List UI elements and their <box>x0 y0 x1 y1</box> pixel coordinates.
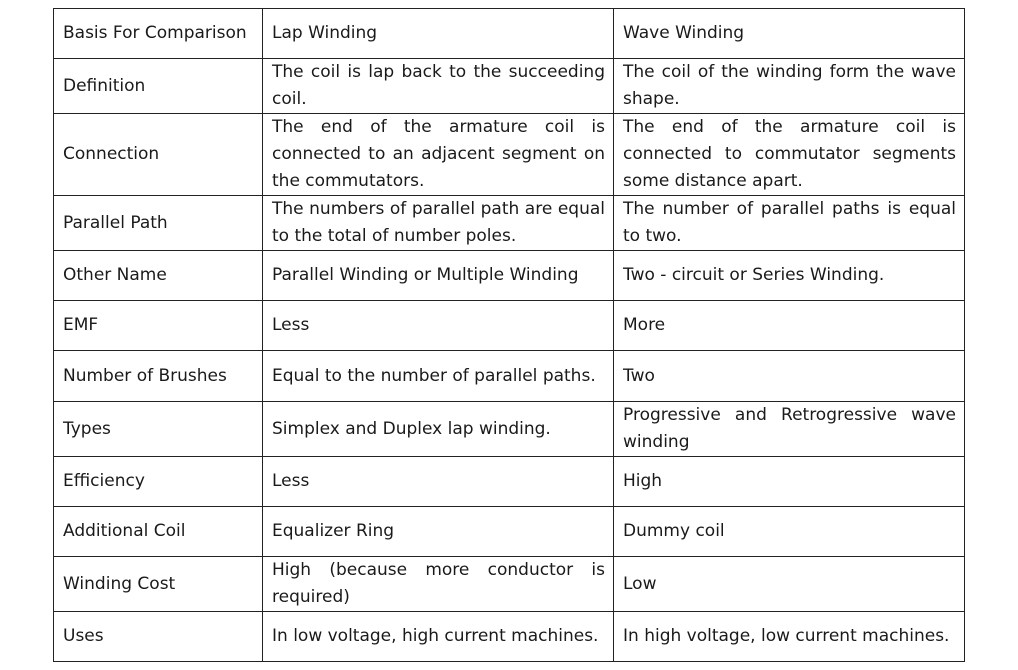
table-row <box>54 114 965 196</box>
wave-cell: More <box>614 301 965 351</box>
wave-cell: Two <box>614 351 965 402</box>
table-row <box>54 301 965 351</box>
table-row <box>54 507 965 557</box>
lap-cell: Equalizer Ring <box>263 507 614 557</box>
header-row <box>54 9 965 59</box>
lap-cell: Less <box>263 457 614 507</box>
table-row <box>54 457 965 507</box>
row-label: Additional Coil <box>54 507 263 557</box>
row-label: Types <box>54 402 263 457</box>
lap-cell: Parallel Winding or Multiple Winding <box>263 251 614 301</box>
lap-cell: Equal to the number of parallel paths. <box>263 351 614 402</box>
wave-cell: Dummy coil <box>614 507 965 557</box>
lap-cell: Less <box>263 301 614 351</box>
wave-cell: Progressive and Retrogressive wave winding <box>614 402 965 457</box>
table-row <box>54 402 965 457</box>
table-row <box>54 557 965 612</box>
row-label: Number of Brushes <box>54 351 263 402</box>
wave-cell: In high voltage, low current machines. <box>614 612 965 662</box>
header-cell-lap-winding: Lap Winding <box>263 9 614 59</box>
header-cell-basis: Basis For Comparison <box>54 9 263 59</box>
lap-cell: In low voltage, high current machines. <box>263 612 614 662</box>
wave-cell: The end of the armature coil is connected to commutator segments some distance apart. <box>614 114 965 196</box>
comparison-table <box>53 8 965 662</box>
table-row <box>54 612 965 662</box>
row-label: Definition <box>54 59 263 114</box>
row-label: Winding Cost <box>54 557 263 612</box>
lap-cell: The numbers of parallel path are equal to the total of number poles. <box>263 196 614 251</box>
wave-cell: The coil of the winding form the wave shape. <box>614 59 965 114</box>
header-cell-wave-winding: Wave Winding <box>614 9 965 59</box>
row-label: Uses <box>54 612 263 662</box>
lap-cell: The end of the armature coil is connected to an adjacent segment on the commutators. <box>263 114 614 196</box>
wave-cell: Low <box>614 557 965 612</box>
wave-cell: Two - circuit or Series Winding. <box>614 251 965 301</box>
lap-cell: The coil is lap back to the succeeding coil. <box>263 59 614 114</box>
table-row <box>54 59 965 114</box>
row-label: Connection <box>54 114 263 196</box>
row-label: Efficiency <box>54 457 263 507</box>
wave-cell: The number of parallel paths is equal to two. <box>614 196 965 251</box>
row-label: Parallel Path <box>54 196 263 251</box>
lap-cell: Simplex and Duplex lap winding. <box>263 402 614 457</box>
row-label: Other Name <box>54 251 263 301</box>
row-label: EMF <box>54 301 263 351</box>
lap-cell: High (because more conductor is required) <box>263 557 614 612</box>
table-row <box>54 196 965 251</box>
wave-cell: High <box>614 457 965 507</box>
table-row <box>54 251 965 301</box>
table-row <box>54 351 965 402</box>
